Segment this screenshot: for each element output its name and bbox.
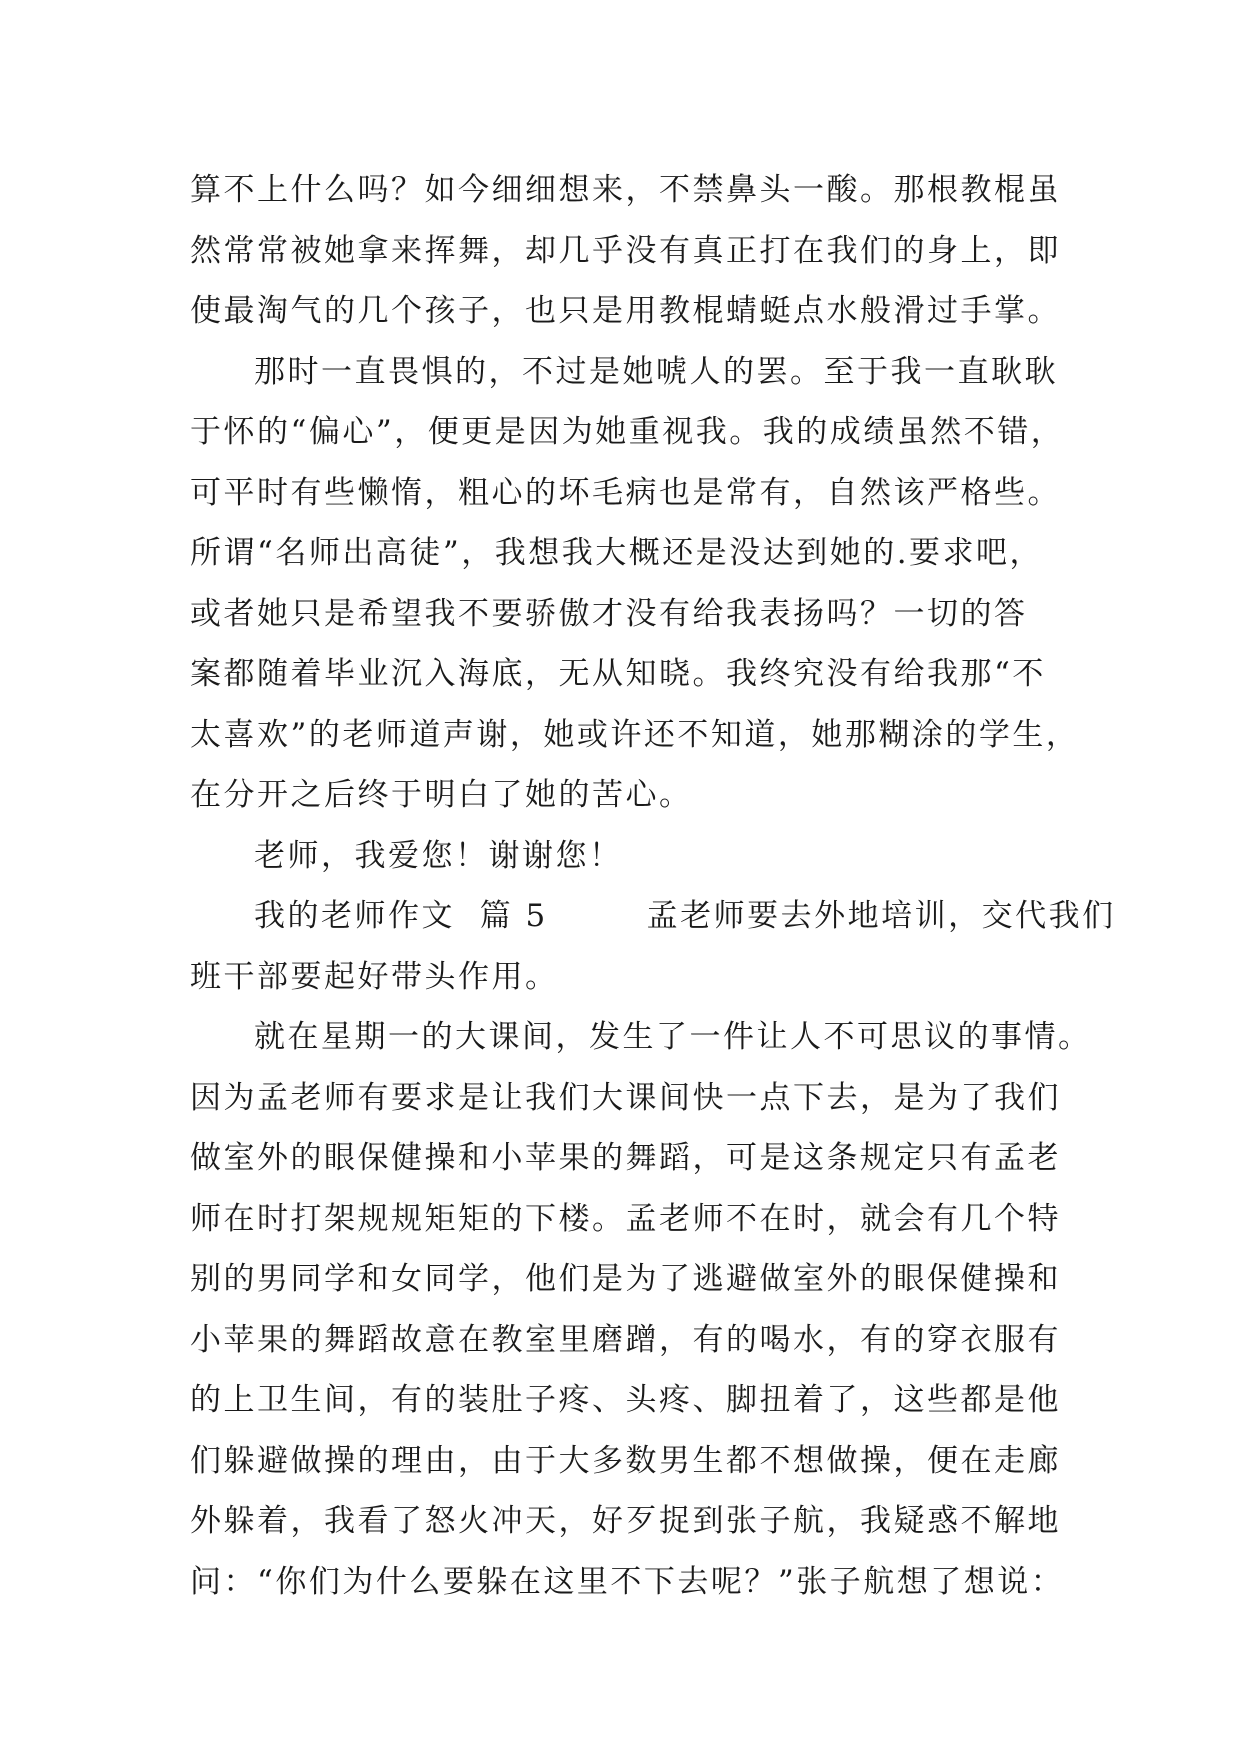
text-line: 于怀的“偏心”，便更是因为她重视我。我的成绩虽然不错， <box>190 414 1065 450</box>
text-line: 师在时打架规规矩矩的下楼。孟老师不在时，就会有几个特 <box>190 1200 1061 1237</box>
document-body <box>190 160 1116 1612</box>
paragraph-start-line: 那时一直畏惧的，不过是她唬人的罢。至于我一直耿耿 <box>254 353 1058 390</box>
text-line: 案都随着毕业沉入海底，无从知晓。我终究没有给我那“不 <box>190 656 1046 692</box>
text-line: 可平时有些懒惰，粗心的坏毛病也是常有，自然该严格些。 <box>190 474 1061 511</box>
text-line: 班干部要起好带头作用。 <box>190 958 559 995</box>
text-line: 因为孟老师有要求是让我们大课间快一点下去，是为了我们 <box>190 1079 1061 1116</box>
paragraph-start-line: 老师，我爱您！谢谢您！ <box>254 837 623 874</box>
text-line: 小苹果的舞蹈故意在教室里磨蹭，有的喝水，有的穿衣服有 <box>190 1321 1061 1358</box>
text-line: 们躲避做操的理由，由于大多数男生都不想做操，便在走廊 <box>190 1442 1061 1479</box>
text-line: 在分开之后终于明白了她的苦心。 <box>190 777 693 813</box>
paragraph-start-line: 就在星期一的大课间，发生了一件让人不可思议的事情。 <box>254 1019 1092 1055</box>
section-heading-line: 我的老师作文 篇 5 孟老师要去外地培训，交代我们 <box>254 898 1116 934</box>
text-line: 别的男同学和女同学，他们是为了逃避做室外的眼保健操和 <box>190 1261 1061 1297</box>
text-line: 算不上什么吗？如今细细想来，不禁鼻头一酸。那根教棍虽 <box>190 172 1061 208</box>
text-line: 使最淘气的几个孩子，也只是用教棍蜻蜓点水般滑过手掌。 <box>190 293 1061 329</box>
text-line: 然常常被她拿来挥舞，却几乎没有真正打在我们的身上，即 <box>190 232 1061 269</box>
text-line: 太喜欢”的老师道声谢，她或许还不知道，她那糊涂的学生， <box>190 716 1080 753</box>
text-line: 所谓“名师出高徒”，我想我大概还是没达到她的.要求吧， <box>190 535 1044 571</box>
text-line: 外躲着，我看了怒火冲天，好歹捉到张子航，我疑惑不解地 <box>190 1503 1061 1539</box>
text-line: 的上卫生间，有的装肚子疼、头疼、脚扭着了，这些都是他 <box>190 1382 1061 1418</box>
text-line: 做室外的眼保健操和小苹果的舞蹈，可是这条规定只有孟老 <box>190 1140 1061 1176</box>
text-line: 问：“你们为什么要躲在这里不下去呢？”张子航想了想说： <box>190 1563 1065 1600</box>
text-line: 或者她只是希望我不要骄傲才没有给我表扬吗？一切的答 <box>190 595 1028 632</box>
